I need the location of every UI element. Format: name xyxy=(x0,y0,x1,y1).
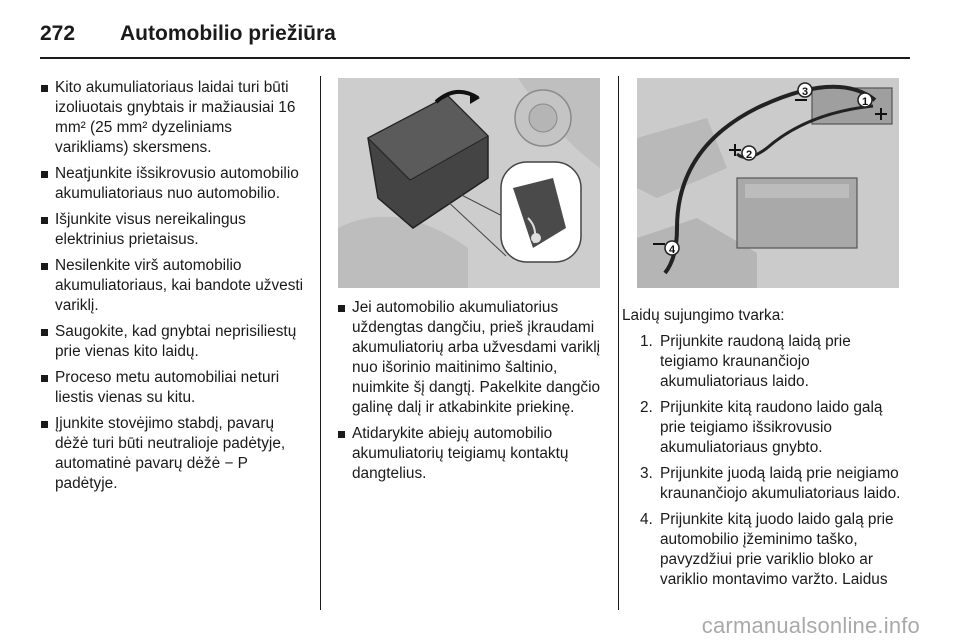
column-divider-1 xyxy=(320,76,321,610)
list-item: 2. Prijunkite kitą raudono laido galą prie teigiamo išsikrovusio akumuliatoriaus gnybto. xyxy=(640,399,883,456)
list-item: 3. Prijunkite juodą laidą prie neigiamo kraunančiojo akumuliatoriaus laido. xyxy=(640,465,901,502)
jump-cable-drawing xyxy=(637,78,899,288)
page-header xyxy=(40,14,910,54)
list-item: Kito akumuliatoriaus laidai turi būti izoliuotais gnybtais ir mažiausiai 16 mm² (25 mm² dyzeliniams varikliams) skersmens. xyxy=(40,78,308,158)
column-1 xyxy=(40,78,308,500)
list-item: 1. Prijunkite raudoną laidą prie teigiamo kraunančiojo akumuliatoriaus laido. xyxy=(640,333,851,390)
callout-1: 1 xyxy=(861,96,869,108)
list-item: Atidarykite abiejų automobilio akumuliatorių teigiamų kontaktų dangtelius. xyxy=(337,424,605,484)
battery-cover-instructions xyxy=(337,298,605,484)
list-item: Jei automobilio akumuliatorius uždengtas dangčiu, prieš įkraudami akumuliatorių arba užvesdami variklį nuo išorinio maitinimo šaltinio, nuimkite šį dangtį. Pakelkite dangčio galinę dalį ir atkabinkite priekinę. xyxy=(337,298,605,418)
list-item: 4. Prijunkite kitą juodo laido galą prie automobilio įžeminimo taško, pavyzdžiui prie variklio bloko ar variklio montavimo varžto. Laidus xyxy=(640,511,894,588)
column-3 xyxy=(622,306,910,596)
callout-2: 2 xyxy=(745,149,753,161)
battery-cover-drawing xyxy=(338,78,600,288)
callout-3: 3 xyxy=(801,86,809,98)
battery-cover-illustration xyxy=(338,78,600,288)
precautions-list xyxy=(40,78,308,494)
jump-start-cable-illustration xyxy=(637,78,899,288)
page-title: Automobilio priežiūra xyxy=(120,22,336,45)
list-item: Išjunkite visus nereikalingus elektrinius prietaisus. xyxy=(40,210,308,250)
list-item: Saugokite, kad gnybtai neprisiliestų prie vienas kito laidų. xyxy=(40,322,308,362)
callout-4: 4 xyxy=(668,244,676,256)
list-item: Nesilenkite virš automobilio akumuliatoriaus, kai bandote užvesti variklį. xyxy=(40,256,308,316)
column-2 xyxy=(337,298,605,490)
connection-steps xyxy=(622,332,910,590)
list-item: Neatjunkite išsikrovusio automobilio akumuliatoriaus nuo automobilio. xyxy=(40,164,308,204)
connection-order-heading: Laidų sujungimo tvarka: xyxy=(622,307,785,324)
list-item: Proceso metu automobiliai neturi liestis vienas su kitu. xyxy=(40,368,308,408)
header-rule xyxy=(40,57,910,59)
column-divider-2 xyxy=(618,76,619,610)
watermark: carmanualsonline.info xyxy=(701,613,920,638)
page-number: 272 xyxy=(40,22,76,45)
list-item: Įjunkite stovėjimo stabdį, pavarų dėžė turi būti neutralioje padėtyje, automatinė pavarų dėžė − P padėtyje. xyxy=(40,414,308,494)
